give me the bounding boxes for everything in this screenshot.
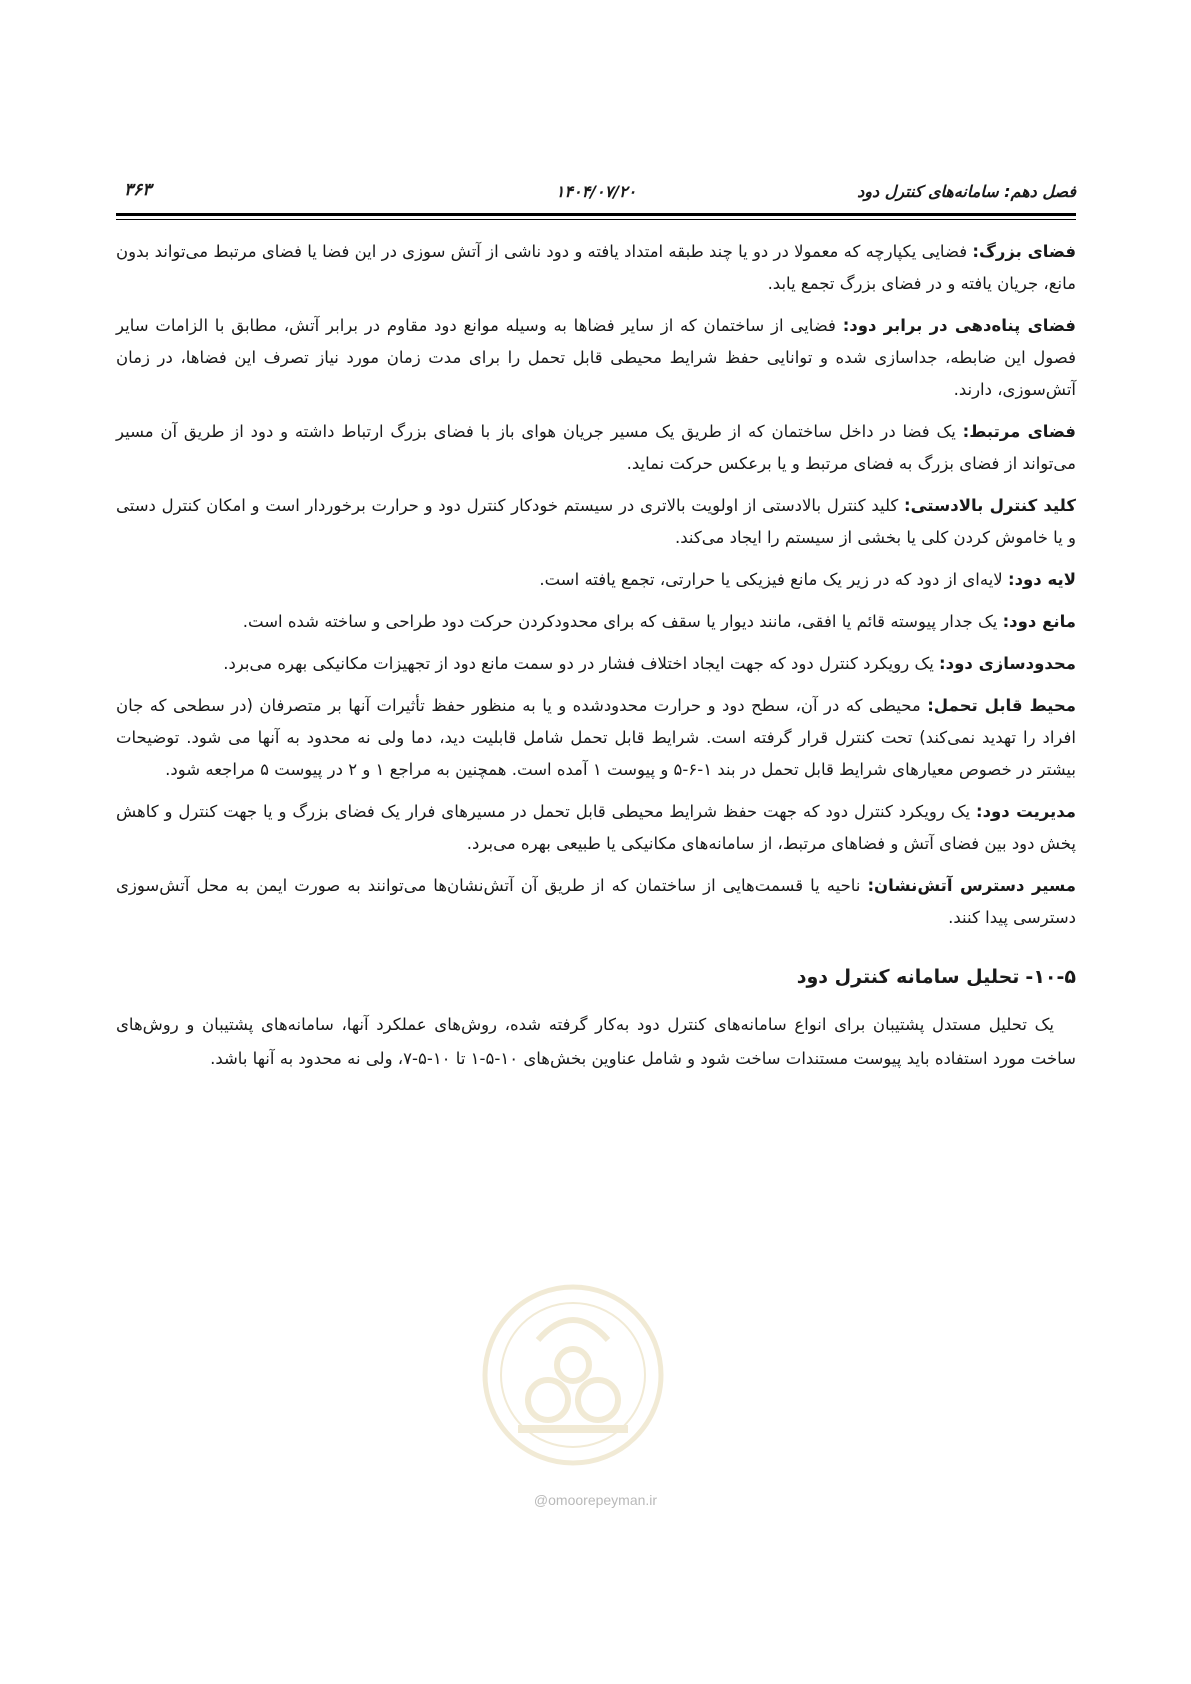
definition-paragraph (116, 310, 1076, 406)
definition-term: فضای بزرگ: (972, 242, 1076, 261)
definition-text: یک رویکرد کنترل دود که جهت حفظ شرایط محیطی قابل تحمل در مسیرهای فرار یک فضای بزرگ و یا جهت کنترل و کاهش پخش دود بین فضای آتش و فضاهای مرتبط، از سامانه‌های مکانیکی یا طبیعی بهره می‌برد. (116, 802, 1076, 853)
definition-text: فضایی یکپارچه که معمولا در دو یا چند طبقه امتداد یافته و دود ناشی از آتش سوزی در این فضا یا فضای مرتبط می‌تواند بدون مانع، جریان یافته و در فضای بزرگ تجمع یابد. (116, 242, 1076, 293)
definition-paragraph (116, 564, 1076, 596)
definition-term: فضای پناه‌دهی در برابر دود: (842, 316, 1076, 335)
header-rule-thin (116, 219, 1076, 220)
definition-paragraph (116, 236, 1076, 300)
definition-text: فضایی از ساختمان که از سایر فضاها به وسیله موانع دود مقاوم در برابر آتش، مطابق با الزامات سایر فصول این ضابطه، جداسازی شده و توانایی حفظ شرایط محیطی قابل تحمل را برای مدت زمان مورد نیاز تصرف این فضاها، در زمان آتش‌سوزی، دارند. (116, 316, 1076, 399)
definition-paragraph (116, 796, 1076, 860)
definition-paragraph (116, 490, 1076, 554)
definition-paragraph (116, 606, 1076, 638)
definition-term: مدیریت دود: (975, 802, 1076, 821)
header-date: ۱۴۰۴/۰۷/۲۰ (555, 182, 637, 201)
definition-term: مانع دود: (1002, 612, 1076, 631)
definition-text: کلید کنترل بالادستی از اولویت بالاتری در سیستم خودکار کنترل دود و حرارت برخوردار است و امکان کنترل دستی و یا خاموش کردن کلی یا بخشی از سیستم را ایجاد می‌کند. (116, 496, 1076, 547)
page-number: ۳۶۳ (124, 180, 152, 200)
page-header (116, 178, 1076, 208)
definition-term: لایه دود: (1007, 570, 1076, 589)
chapter-title: فصل دهم: سامانه‌های کنترل دود (857, 182, 1076, 201)
definition-text: یک فضا در داخل ساختمان که از طریق یک مسیر جریان هوای باز با فضای بزرگ ارتباط داشته و دود از طریق آن مسیر می‌تواند از فضای بزرگ به فضای مرتبط و یا برعکس حرکت نماید. (116, 422, 1076, 473)
definition-paragraph (116, 416, 1076, 480)
section-title: تحلیل سامانه کنترل دود (796, 966, 1020, 988)
watermark-logo-icon (478, 1280, 668, 1470)
definition-term: فضای مرتبط: (962, 422, 1076, 441)
definition-paragraph (116, 870, 1076, 934)
section-body: یک تحلیل مستدل پشتیبان برای انواع سامانه‌های کنترل دود به‌کار گرفته شده، روش‌های عملکرد آنها، سامانه‌های پشتیبان و روش‌های ساخت مورد استفاده باید پیوست مستندات ساخت شود و شامل عناوین بخش‌های ۱۰-۵-۱ تا ۱۰-۵-۷، ولی نه محدود به آنها باشد. (116, 1015, 1076, 1068)
definition-term: کلید کنترل بالادستی: (903, 496, 1077, 515)
definition-paragraph (116, 648, 1076, 680)
section-number: ۱۰-۵- (1025, 966, 1076, 988)
definition-text: لایه‌ای از دود که در زیر یک مانع فیزیکی یا حرارتی، تجمع یافته است. (539, 570, 1008, 589)
page-content (116, 236, 1076, 1076)
definition-text: ناحیه یا قسمت‌هایی از ساختمان که از طریق آن آتش‌نشان‌ها می‌توانند به صورت ایمن به محل آتش‌سوزی دسترسی پیدا کنند. (116, 876, 1076, 927)
definition-term: محدودسازی دود: (939, 654, 1076, 673)
header-rule-thick (116, 213, 1076, 216)
watermark-site: @omoorepeyman.ir (533, 1492, 658, 1508)
definition-term: محیط قابل تحمل: (927, 696, 1076, 715)
definition-text: یک رویکرد کنترل دود که جهت ایجاد اختلاف فشار در دو سمت مانع دود از تجهیزات مکانیکی بهره می‌برد. (223, 654, 940, 673)
definition-text: یک جدار پیوسته قائم یا افقی، مانند دیوار یا سقف که برای محدودکردن حرکت دود طراحی و ساخته شده است. (242, 612, 1003, 631)
definition-paragraph (116, 690, 1076, 786)
definition-text: محیطی که در آن، سطح دود و حرارت محدودشده و یا به منظور حفظ تأثیرات آنها بر متصرفان (در سطحی که جان افراد را تهدید نمی‌کند) تحت کنترل قرار گرفته است. شرایط قابل تحمل شامل قابلیت دید، دما ولی نه محدود به آنها می شود. توضیحات بیشتر در خصوص معیارهای شرایط قابل تحمل در بند ۱-۶-۵ و پیوست ۱ آمده است. همچنین به مراجع ۱ و ۲ در پیوست ۵ مراجعه شود. (116, 696, 1076, 779)
definition-term: مسیر دسترس آتش‌نشان: (867, 876, 1077, 895)
section-heading (116, 960, 1076, 994)
